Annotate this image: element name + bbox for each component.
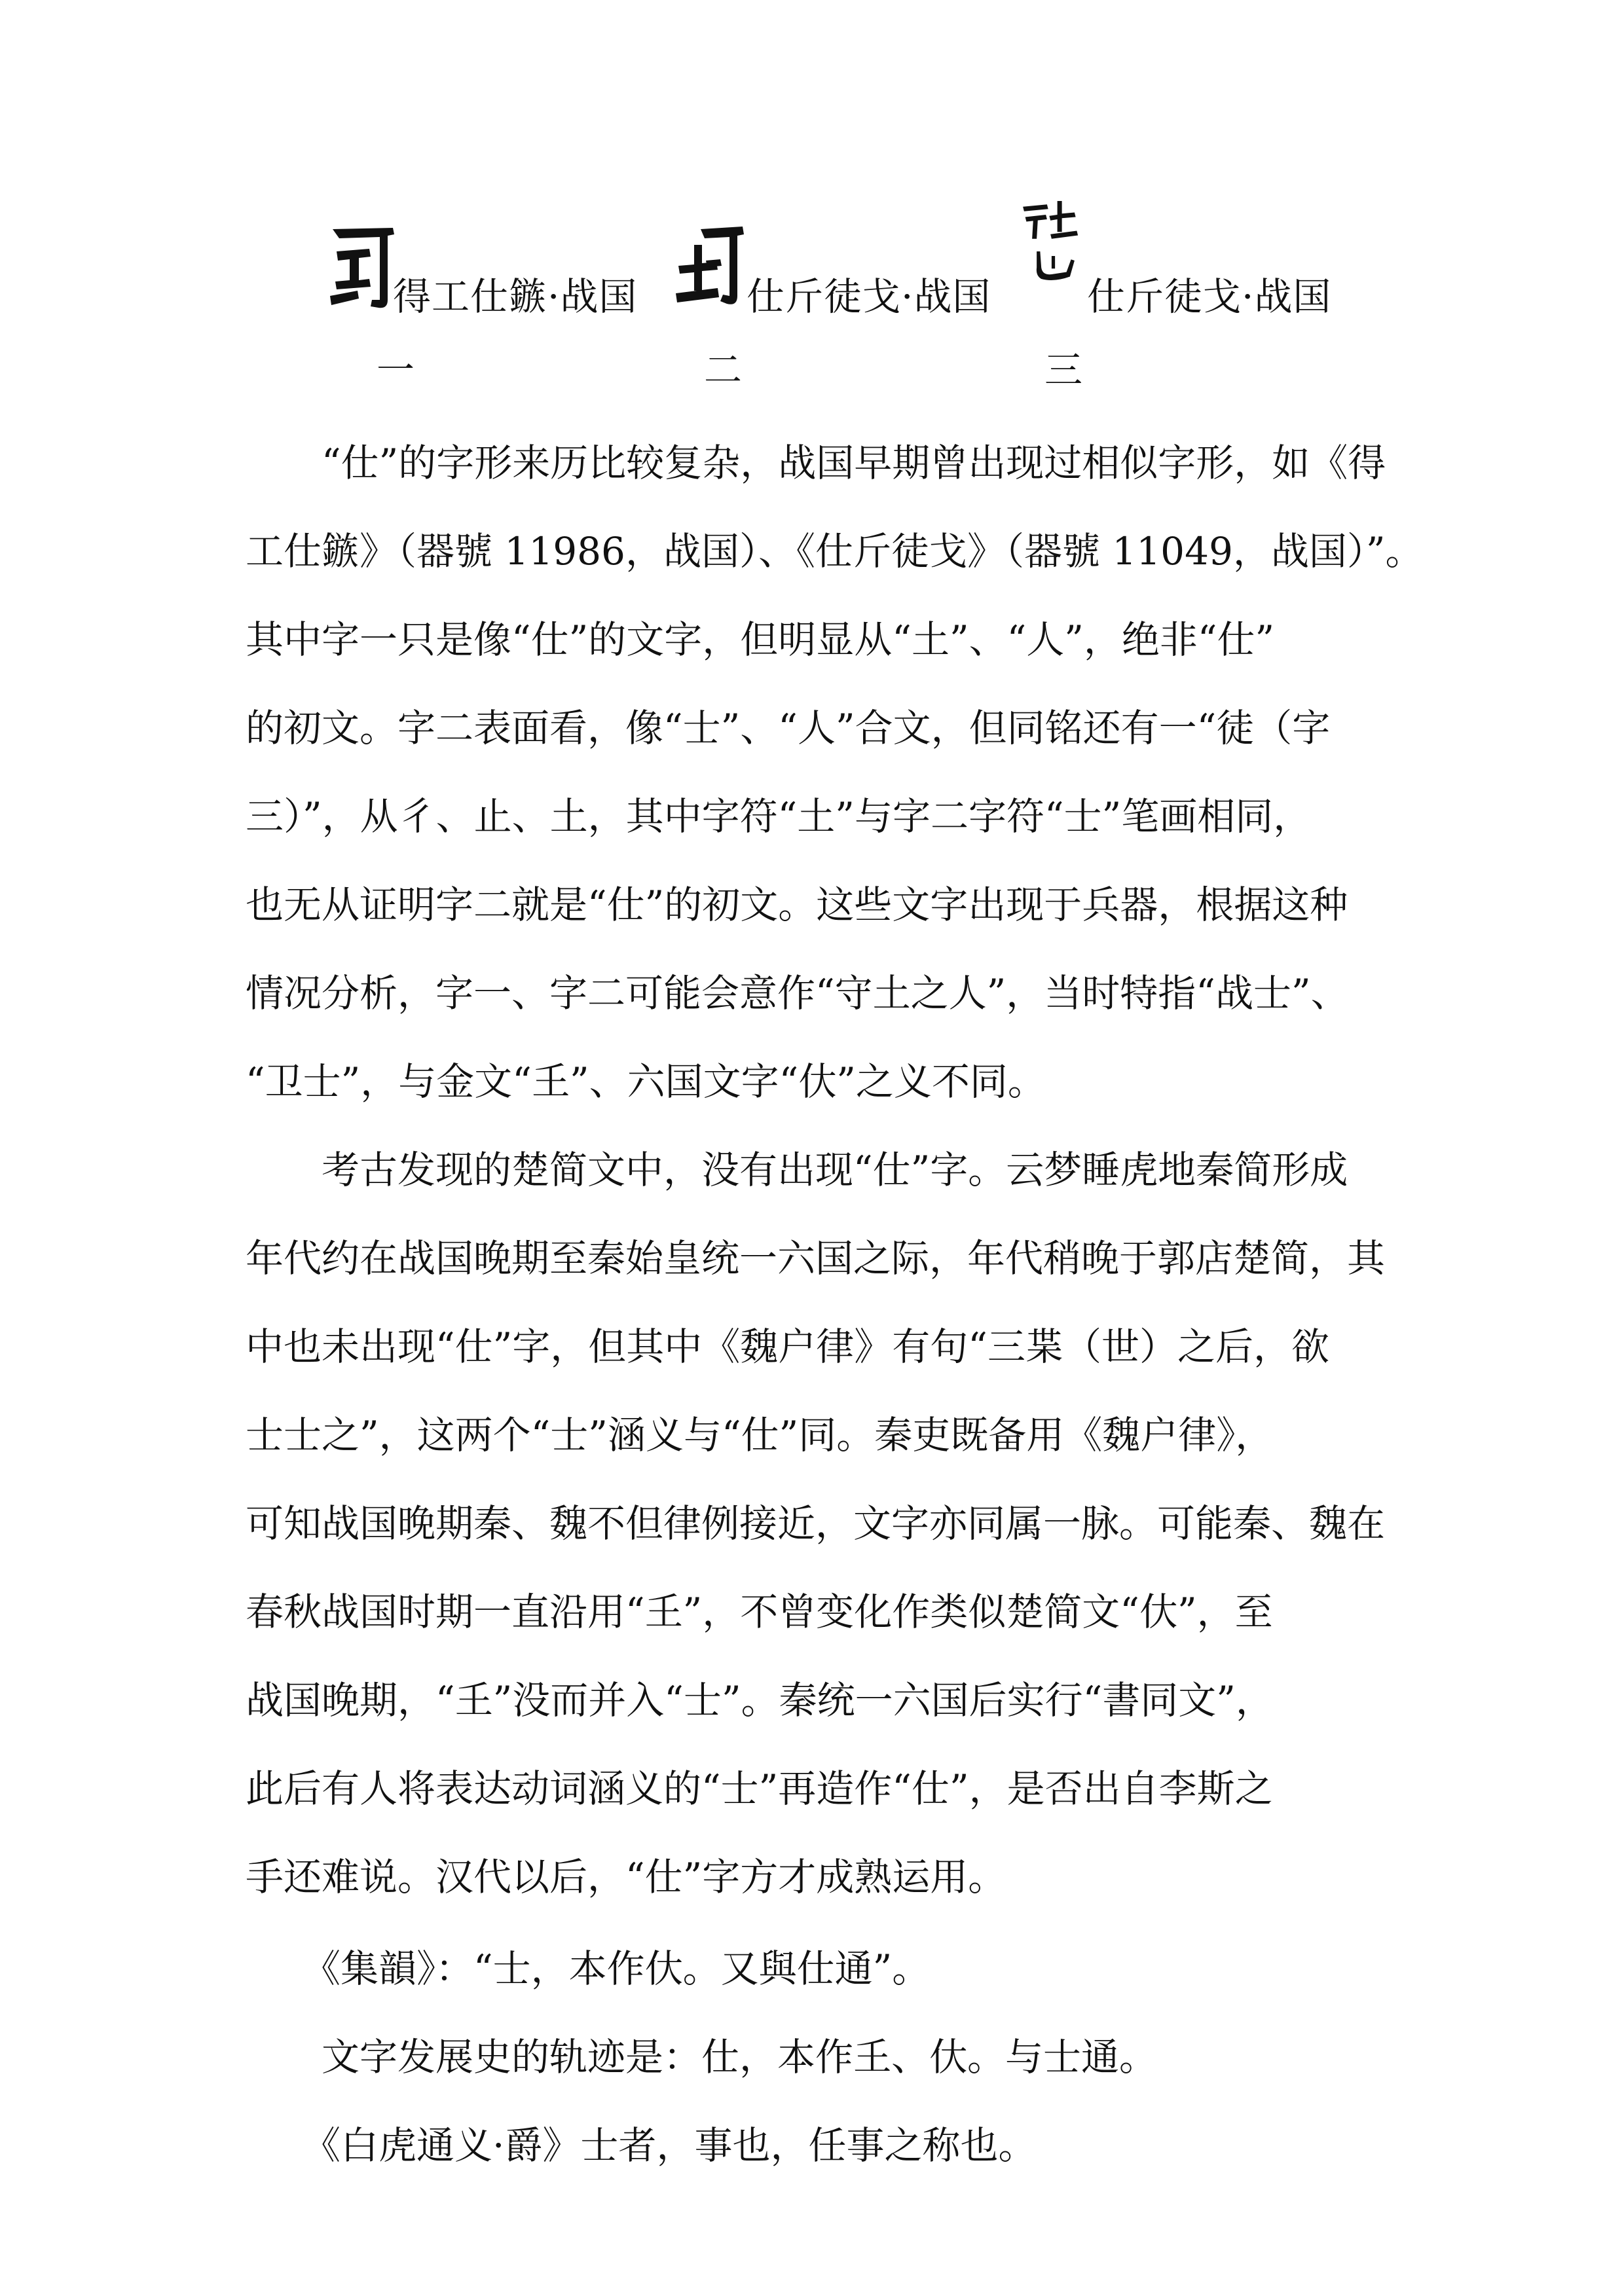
text-line: 战国晚期，“𡈼”没而并入“士”。秦统一六国后实行“書同文”， xyxy=(246,1678,1274,1722)
body-paragraph-1 xyxy=(246,419,1424,1126)
body-paragraph-3 xyxy=(246,1925,1382,2013)
text-line: 的初文。字二表面看，像“士”、“人”合文，但同铭还有一“徒（字 xyxy=(246,706,1331,750)
text-line: 《白虎通义·爵》士者，事也，任事之称也。 xyxy=(246,2123,1037,2168)
text-line: 也无从证明字二就是“仕”的初文。这些文字出现于兵器，根据这种 xyxy=(246,883,1348,927)
figure-index-1: 一 xyxy=(377,348,415,392)
text-line: 情况分析，字一、字二可能会意作“守土之人”，当时特指“战士”、 xyxy=(246,971,1349,1015)
text-line: 工仕鏃》（器號 11986，战国）、《仕斤徒戈》（器號 11049，战国）”。 xyxy=(246,529,1424,574)
text-line: 文字发展史的轨迹是：仕，本作𡈼、㐲。与士通。 xyxy=(246,2035,1158,2079)
figure-index-2: 二 xyxy=(704,348,743,392)
body-paragraph-2 xyxy=(246,1126,1386,1922)
bronze-inscription-glyph-3-icon xyxy=(1015,196,1087,288)
text-line: 其中字一只是像“仕”的文字，但明显从“土”、“人”，绝非“仕” xyxy=(246,617,1275,662)
figure-caption-1: 得工仕鏃·战国 xyxy=(393,274,638,319)
text-line: “仕”的字形来历比较复杂，战国早期曾出现过相似字形，如《得 xyxy=(246,441,1386,485)
figure-caption-2: 仕斤徒戈·战国 xyxy=(747,274,991,319)
body-paragraph-5 xyxy=(246,2102,1382,2190)
text-line: 年代约在战国晚期至秦始皇统一六国之际，年代稍晚于郭店楚简，其 xyxy=(246,1236,1386,1281)
text-line: “卫士”，与金文“𡈼”、六国文字“㐲”之义不同。 xyxy=(246,1059,1046,1104)
figure-index-3: 三 xyxy=(1044,348,1083,392)
text-line: 中也未出现“仕”字，但其中《魏户律》有句“三枼（世）之后，欲 xyxy=(246,1324,1329,1369)
bronze-inscription-glyph-2-icon xyxy=(674,223,747,314)
text-line: 士士之”，这两个“士”涵义与“仕”同。秦吏既备用《魏户律》， xyxy=(246,1413,1274,1457)
figure-caption-3: 仕斤徒戈·战国 xyxy=(1087,274,1332,319)
body-paragraph-4 xyxy=(246,2013,1382,2102)
text-line: 此后有人将表达动词涵义的“士”再造作“仕”，是否出自李斯之 xyxy=(246,1766,1273,1811)
text-line: 春秋战国时期一直沿用“𡈼”，不曾变化作类似楚简文“㐲”，至 xyxy=(246,1590,1273,1634)
text-line: 《集韻》：“士，本作㐲。又與仕通”。 xyxy=(246,1946,931,1991)
text-line: 三）”，从彳、止、土，其中字符“土”与字二字符“士”笔画相同， xyxy=(246,794,1312,839)
bronze-inscription-glyph-1-icon xyxy=(327,223,399,314)
text-line: 可知战国晚期秦、魏不但律例接近，文字亦同属一脉。可能秦、魏在 xyxy=(246,1501,1386,1546)
text-line: 考古发现的楚简文中，没有出现“仕”字。云梦睡虎地秦简形成 xyxy=(246,1148,1348,1192)
text-line: 手还难说。汉代以后，“仕”字方才成熟运用。 xyxy=(246,1855,1006,1899)
